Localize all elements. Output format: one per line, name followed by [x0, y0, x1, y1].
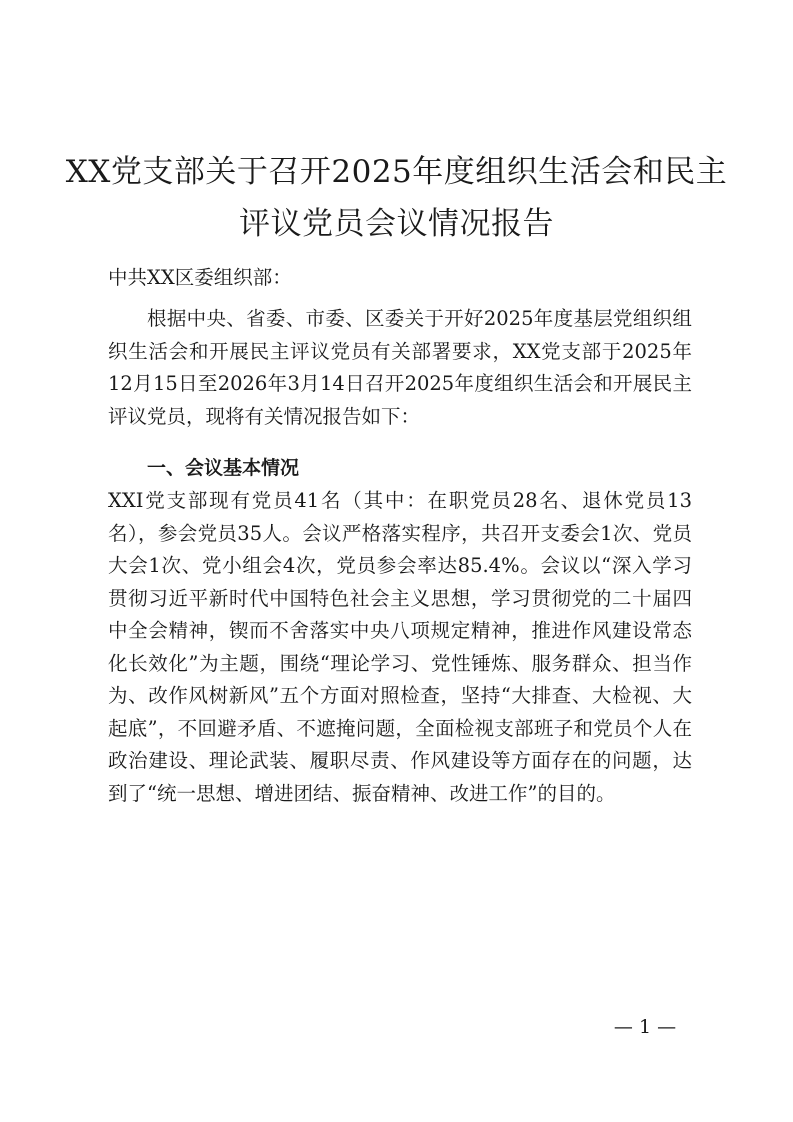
intro-paragraph: 根据中央、省委、市委、区委关于开好2025年度基层党组织组织生活会和开展民主评议党员有关部署要求，XX党支部于2025年12月15日至2026年3月14日召开2025年度组织生活会和开展民主评议党员，现将有关情况报告如下：: [108, 307, 692, 428]
section-heading: 一、会议基本情况: [147, 457, 300, 479]
section-paragraph: XXI党支部现有党员41名（其中：在职党员28名、退休党员13名），参会党员35人。会议严格落实程序，共召开支委会1次、党员大会1次、党小组会4次，党员参会率达85.4%。会议以“深入学习贯彻习近平新时代中国特色社会主义思想，学习贯彻党的二十届四中全会精神，锲而不舍落实中央八项规定精神，推进作风建设常态化长效化”为主题，围绕“理论学习、党性锤炼、服务群众、担当作为、改作风树新风”五个方面对照检查，坚持“大排查、大检视、大起底”，不回避矛盾、不遮掩问题，全面检视支部班子和党员个人在政治建设、理论武装、履职尽责、作风建设等方面存在的问题，达到了“统一思想、增进团结、振奋精神、改进工作”的目的。: [108, 489, 692, 805]
page-number: — 1 —: [613, 1016, 677, 1038]
salutation: 中共XX区委组织部：: [108, 266, 292, 289]
document-title: XX党支部关于召开2025年度组织生活会和民主评议党员会议情况报告: [65, 154, 728, 242]
